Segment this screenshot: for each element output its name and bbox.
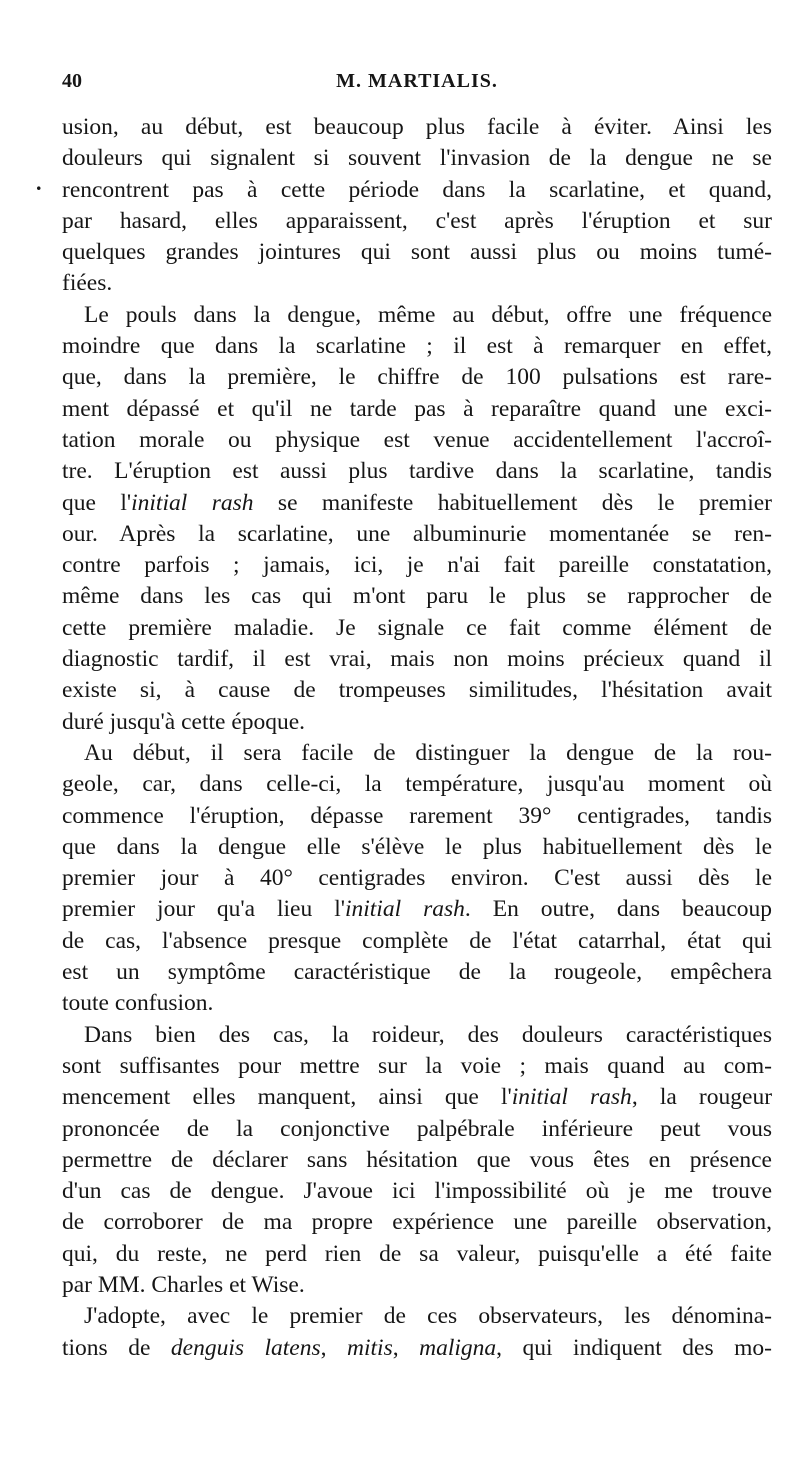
text-run: cette première maladie. Je signale ce fait comme élément de (62, 614, 772, 641)
text-run: Dans bien des cas, la roideur, des douleurs caractéristiques (84, 1021, 772, 1048)
text-run: par MM. Charles et Wise. (62, 1271, 305, 1298)
text-run: même dans les cas qui m'ont paru le plus se rapprocher de (62, 583, 772, 610)
text-run: mencement elles manquent, ainsi que l' (62, 1084, 512, 1111)
text-line (62, 1270, 772, 1301)
text-run: J'adopte, avec le premier de ces observateurs, les dénomina- (84, 1303, 772, 1330)
text-line (62, 112, 772, 143)
text-line (62, 425, 772, 456)
text-run: tation morale ou physique est venue accidentellement l'accroî- (62, 426, 772, 453)
text-run: contre parfois ; jamais, ici, je n'ai fait pareille constatation, (62, 552, 772, 579)
text-line (62, 738, 772, 769)
text-line (62, 143, 772, 174)
text-run: our. Après la scarlatine, une albuminurie momentanée se ren- (62, 520, 772, 547)
text-line (62, 1176, 772, 1207)
text-line (62, 550, 772, 581)
text-run: . En outre, dans beaucoup (464, 896, 772, 923)
text-run: douleurs qui signalent si souvent l'invasion de la dengue ne se (62, 145, 772, 172)
text-line (62, 456, 772, 487)
text-line (62, 362, 772, 393)
text-line (62, 769, 772, 800)
text-line (62, 1301, 772, 1332)
text-line (62, 1145, 772, 1176)
text-line (62, 1207, 772, 1238)
text-line (62, 394, 772, 425)
text-run: , la rougeur (631, 1084, 773, 1111)
text-run: par hasard, elles apparaissent, c'est après l'éruption et sur (62, 207, 772, 234)
text-run: se manifeste habituellement dès le premier (253, 489, 772, 516)
italic-term: initial rash (131, 489, 254, 516)
text-run: Le pouls dans la dengue, même au début, offre une fréquence (84, 301, 772, 328)
text-line (62, 268, 772, 299)
text-run: diagnostic tardif, il est vrai, mais non moins précieux quand il (62, 646, 772, 673)
text-line (62, 926, 772, 957)
text-run: Au début, il sera facile de distinguer la dengue de la rou- (84, 739, 772, 766)
text-run: tions de (62, 1334, 171, 1361)
italic-term: initial rash (511, 1084, 632, 1111)
text-run: premier jour qu'a lieu l' (62, 896, 345, 923)
text-line (62, 206, 772, 237)
text-line (62, 894, 772, 925)
text-run: premier jour à 40° centigrades environ. C'est aussi dès le (62, 865, 772, 892)
text-line (62, 1239, 772, 1270)
text-line (62, 175, 772, 206)
italic-term: denguis latens (170, 1334, 321, 1361)
text-line (62, 1114, 772, 1145)
text-run: quelques grandes jointures qui sont aussi plus ou moins tumé- (62, 239, 772, 266)
text-line (62, 988, 772, 1019)
running-title: M. MARTIALIS. (336, 70, 498, 92)
text-run: d'un cas de dengue. J'avoue ici l'impossibilité où je me trouve (62, 1178, 772, 1205)
text-run: existe si, à cause de trompeuses similitudes, l'hésitation avait (62, 677, 772, 704)
text-line (62, 300, 772, 331)
text-run: ment dépassé et qu'il ne tarde pas à reparaître quand une exci- (62, 395, 772, 422)
text-run: usion, au début, est beaucoup plus facile à éviter. Ainsi les (62, 114, 772, 140)
text-line (62, 581, 772, 612)
text-run: permettre de déclarer sans hésitation que vous êtes en présence (62, 1146, 772, 1173)
italic-term: maligna (419, 1334, 497, 1361)
text-run: que dans la dengue elle s'élève le plus habituellement dès le (62, 833, 772, 860)
text-run: de corroborer de ma propre expérience une pareille observation, (62, 1209, 772, 1236)
page-number: 40 (62, 70, 82, 92)
text-run: duré jusqu'à cette époque. (62, 708, 306, 735)
text-run: que, dans la première, le chiffre de 100 pulsations est rare- (62, 364, 772, 391)
body-text (62, 112, 772, 1364)
text-line (62, 237, 772, 268)
text-run: moindre que dans la scarlatine ; il est à remarquer en effet, (62, 333, 772, 360)
text-line (62, 1051, 772, 1082)
text-run: que l' (62, 489, 132, 516)
text-run: prononcée de la conjonctive palpébrale inférieure peut vous (62, 1115, 772, 1142)
text-line (62, 488, 772, 519)
text-line (62, 1333, 772, 1364)
italic-term: mitis (347, 1334, 393, 1361)
text-line (62, 644, 772, 675)
text-run: est un symptôme caractéristique de la rougeole, empêchera (62, 959, 772, 986)
text-run: , (392, 1334, 420, 1361)
text-run: geole, car, dans celle-ci, la température, jusqu'au moment où (62, 771, 772, 798)
text-run: de cas, l'absence presque complète de l'état catarrhal, état qui (62, 927, 772, 954)
text-run: commence l'éruption, dépasse rarement 39° centigrades, tandis (62, 802, 772, 829)
text-line (62, 801, 772, 832)
italic-term: initial rash (344, 896, 465, 923)
text-run: , (320, 1334, 348, 1361)
text-run: toute confusion. (62, 990, 214, 1017)
text-line (62, 675, 772, 706)
text-line (62, 519, 772, 550)
text-run: qui, du reste, ne perd rien de sa valeur, puisqu'elle a été faite (62, 1240, 772, 1267)
text-line (62, 1082, 772, 1113)
running-head (62, 70, 772, 104)
text-line (62, 863, 772, 894)
text-line (62, 331, 772, 362)
text-line (62, 613, 772, 644)
text-line (62, 832, 772, 863)
text-run: tre. L'éruption est aussi plus tardive dans la scarlatine, tandis (62, 458, 772, 485)
text-run: fiées. (62, 270, 113, 297)
margin-mark: . (36, 170, 42, 195)
text-run: rencontrent pas à cette période dans la scarlatine, et quand, (62, 176, 772, 203)
text-line (62, 957, 772, 988)
text-run: sont suffisantes pour mettre sur la voie ; mais quand au com- (62, 1052, 772, 1079)
text-line (62, 1020, 772, 1051)
text-line (62, 707, 772, 738)
text-run: , qui indiquent des mo- (496, 1334, 772, 1361)
